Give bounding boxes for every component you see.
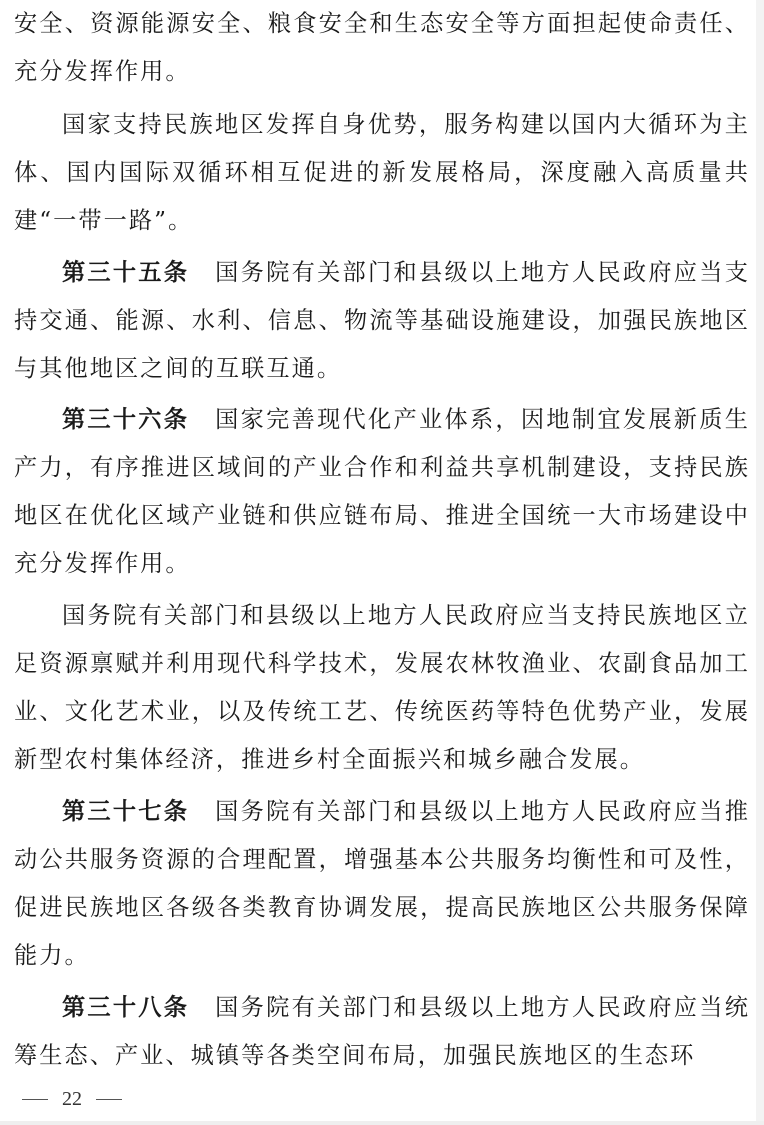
paragraph-dual-circulation [14,101,750,245]
article-36-text: 国家完善现代化产业体系，因地制宜发展新质生产力，有序推进区域间的产业合作和利益共享机制建设，支持民族地区在优化区域产业链和供应链布局、推进全国统一大市场建设中充分发挥作用。 [14,406,750,577]
article-36-heading: 第三十六条 [62,406,190,433]
article-37-heading: 第三十七条 [62,798,190,825]
article-35-text: 国务院有关部门和县级以上地方人民政府应当支持交通、能源、水利、信息、物流等基础设施建设，加强民族地区与其他地区之间的互联互通。 [14,259,750,382]
page-number: 22 [62,1088,82,1110]
page-edge-shadow [756,0,764,1125]
footer-dash-left [22,1099,48,1100]
footer-dash-right [96,1099,122,1100]
article-35-heading: 第三十五条 [62,259,190,286]
page-bottom-edge [0,1121,764,1125]
paragraph-text: 国务院有关部门和县级以上地方人民政府应当支持民族地区立足资源禀赋并利用现代科学技术，发展农林牧渔业、农副食品加工业、文化艺术业，以及传统工艺、传统医药等特色优势产业，发展新型农村集体经济，推进乡村全面振兴和城乡融合发展。 [14,602,750,773]
paragraph-continuation [14,0,750,96]
article-35 [14,249,750,393]
article-37 [14,788,750,980]
article-37-text: 国务院有关部门和县级以上地方人民政府应当推动公共服务资源的合理配置，增强基本公共服务均衡性和可及性，促进民族地区各级各类教育协调发展，提高民族地区公共服务保障能力。 [14,798,750,969]
article-38 [14,984,750,1080]
article-38-text: 国务院有关部门和县级以上地方人民政府应当统筹生态、产业、城镇等各类空间布局，加强民族地区的生态环 [14,994,750,1069]
article-38-heading: 第三十八条 [62,994,190,1021]
article-36-paragraph-2 [14,592,750,784]
paragraph-text: 国家支持民族地区发挥自身优势，服务构建以国内大循环为主体、国内国际双循环相互促进的新发展格局，深度融入高质量共建“一带一路”。 [14,111,750,234]
page-footer [22,1088,122,1111]
paragraph-text: 安全、资源能源安全、粮食安全和生态安全等方面担起使命责任、充分发挥作用。 [14,10,750,85]
article-36 [14,396,750,588]
